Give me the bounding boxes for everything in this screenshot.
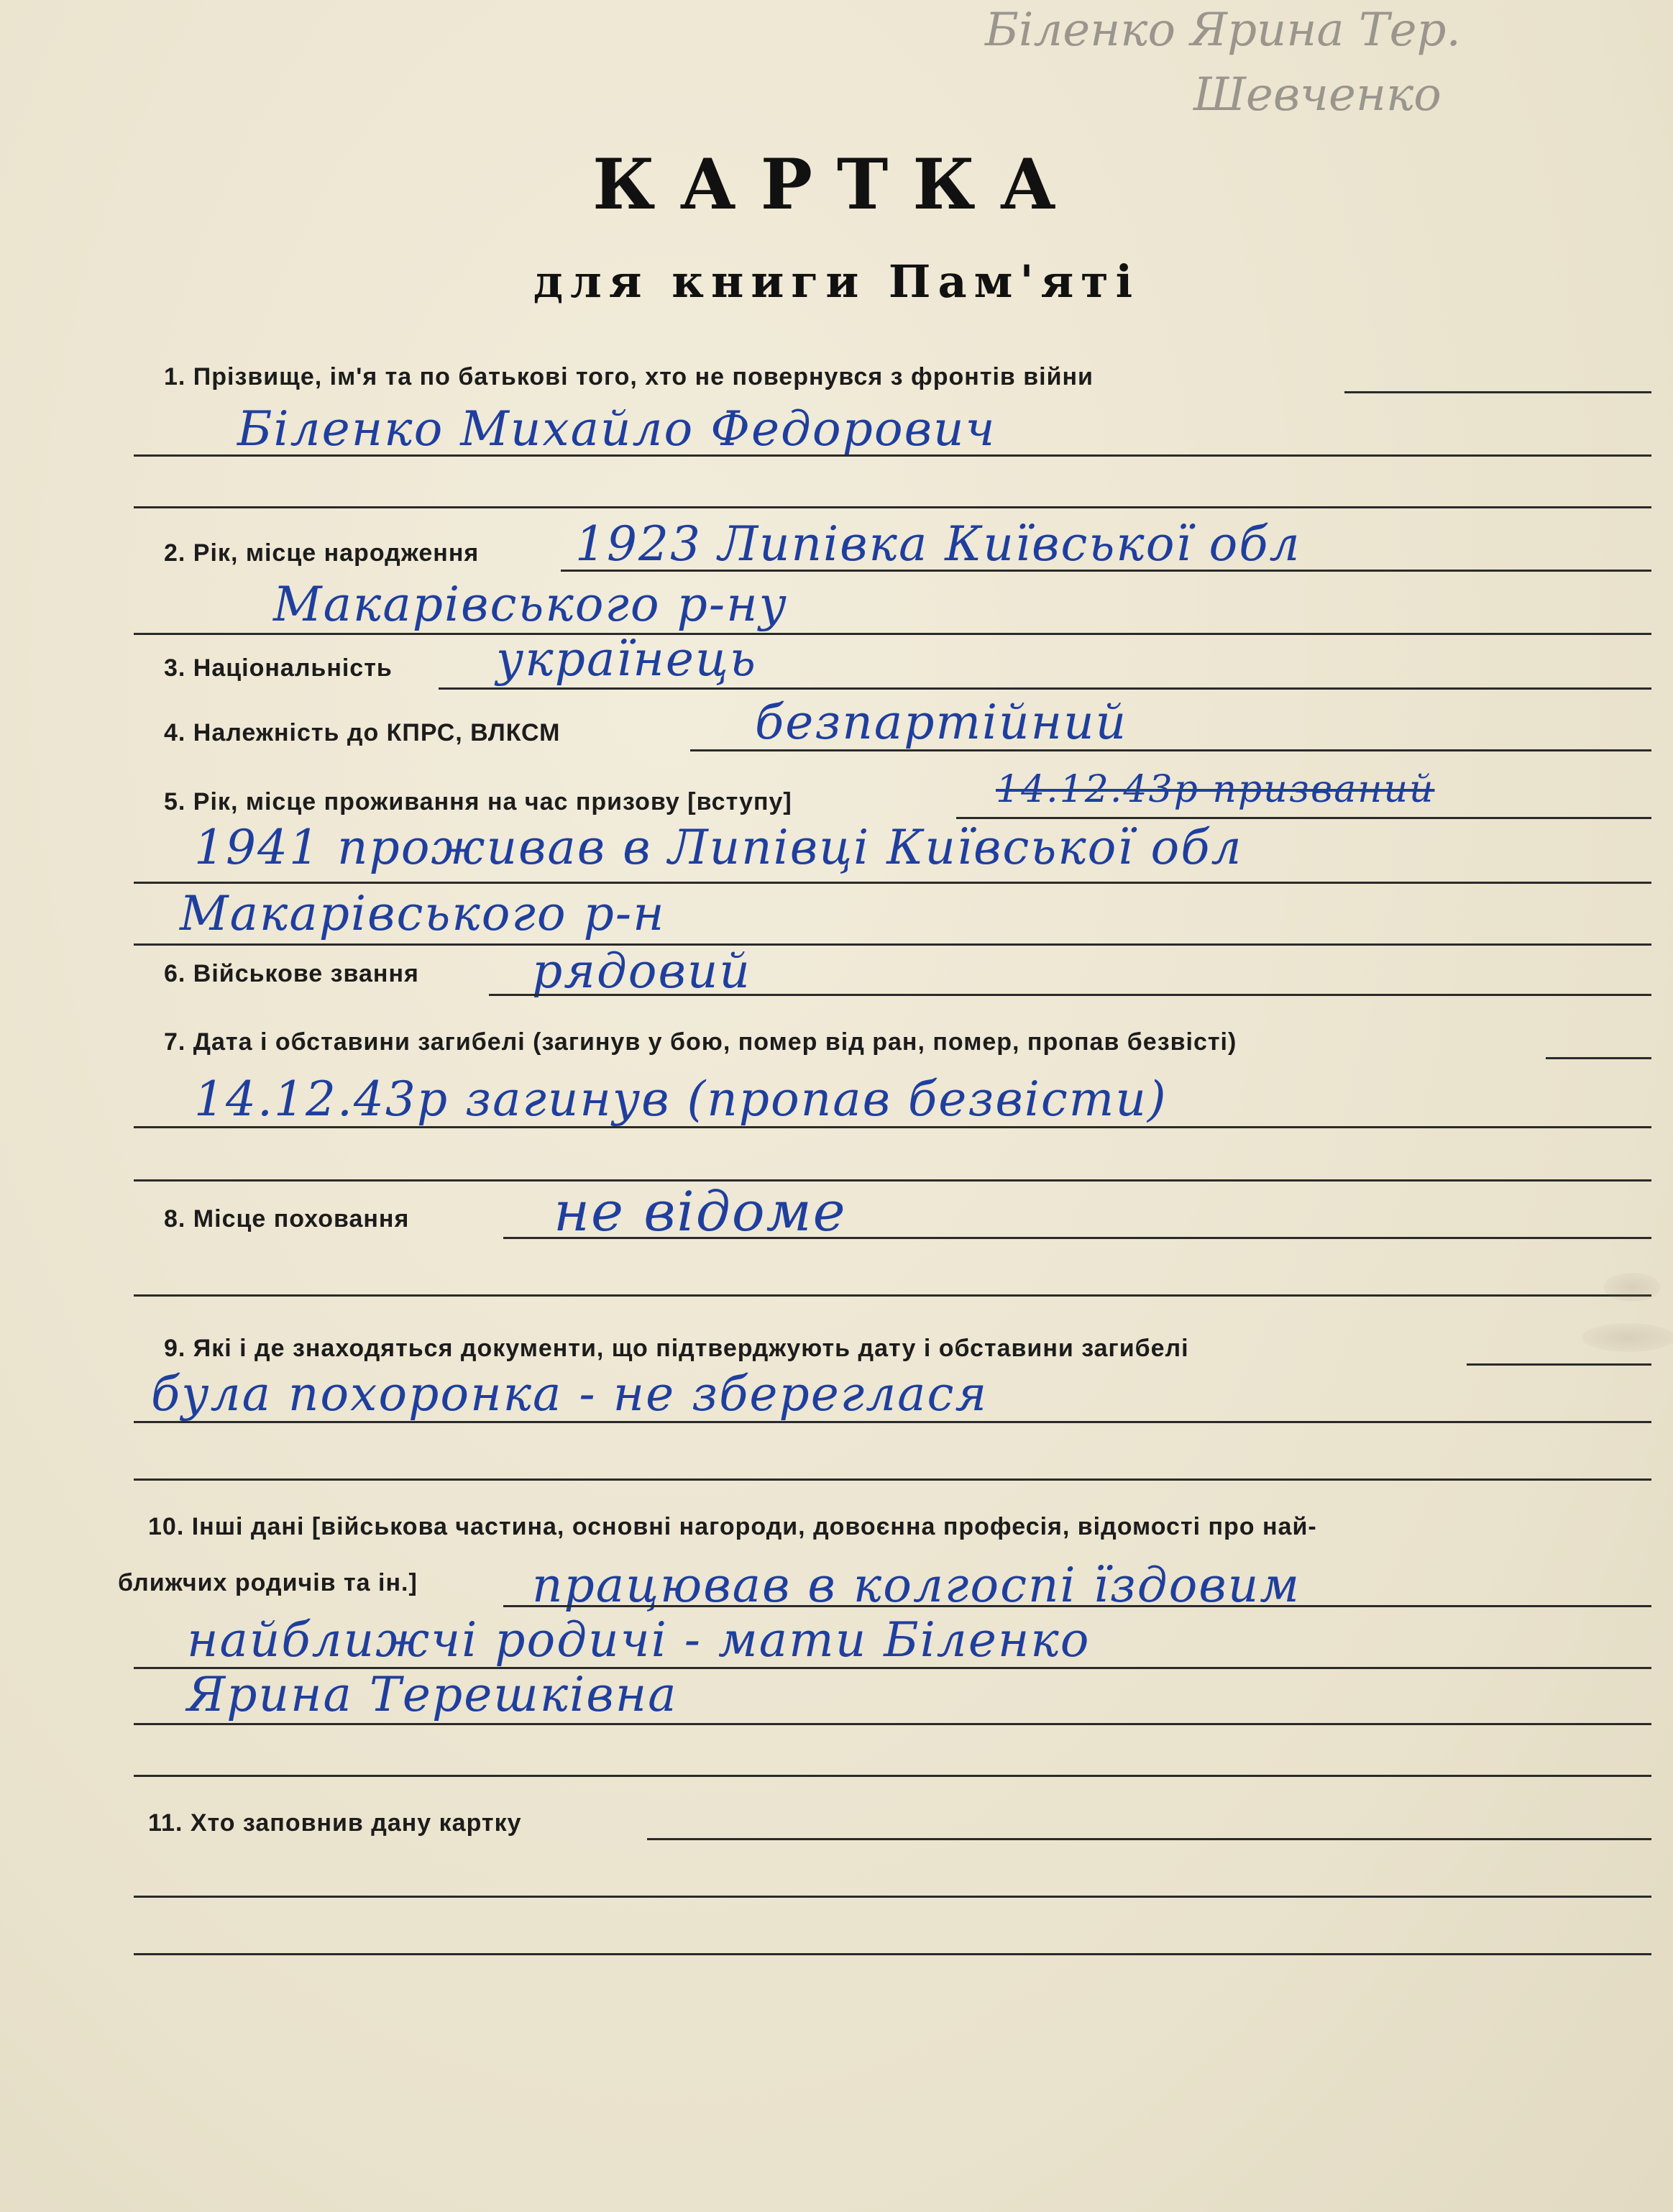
field-10-value-line2: найближчі родичі - мати Біленко — [187, 1612, 1091, 1668]
field-9-rule — [1467, 1363, 1651, 1366]
field-5-rule-2 — [134, 882, 1651, 884]
corner-note-line1: Біленко Ярина Тер. — [985, 4, 1461, 57]
field-9-value: була похоронка - не збереглася — [151, 1366, 989, 1422]
field-8-label: 8. Місце поховання — [164, 1205, 410, 1233]
field-2-label: 2. Рік, місце народження — [164, 539, 480, 567]
field-1-value: Біленко Михайло Федорович — [237, 401, 996, 457]
field-5-value-line1: 1941 проживав в Липівці Київської обл — [194, 820, 1243, 875]
field-11-label: 11. Хто заповнив дану картку — [148, 1809, 522, 1837]
card-subtitle: для книги Пам'яті — [533, 255, 1140, 308]
field-1-label: 1. Прізвище, ім'я та по батькові того, хто не повернувся з фронтів війни — [164, 363, 1094, 390]
field-10-label-line1: 10. Інші дані [військова частина, основні нагороди, довоєнна професія, відомості про най- — [148, 1513, 1317, 1540]
field-4-rule — [690, 749, 1651, 751]
corner-note-line2: Шевченко — [1193, 68, 1441, 122]
field-3-rule — [439, 687, 1651, 690]
field-10-rule — [503, 1605, 1651, 1607]
field-2-value-line1: 1923 Липівка Київської обл — [575, 516, 1301, 572]
field-7-value: 14.12.43р загинув (пропав безвісти) — [194, 1071, 1168, 1127]
paper-blot — [1582, 1323, 1673, 1352]
field-5-rule — [956, 817, 1651, 819]
field-10-value-line1: працював в колгоспі їздовим — [532, 1558, 1301, 1613]
field-8-value: не відоме — [554, 1179, 847, 1243]
field-4-value: безпартійний — [755, 695, 1128, 750]
field-5-value-line2: Макарівського р-н — [180, 886, 666, 941]
field-7-rule — [1546, 1057, 1651, 1059]
paper-blot — [1603, 1273, 1661, 1302]
field-10-value-line3: Ярина Терешківна — [187, 1667, 678, 1722]
field-6-value: рядовий — [532, 943, 751, 999]
field-1-rule-2 — [134, 454, 1651, 457]
field-3-label: 3. Національність — [164, 654, 393, 682]
field-10-rule-3 — [134, 1723, 1651, 1725]
field-10-label-line2: ближчих родичів та ін.] — [118, 1569, 418, 1596]
field-6-label: 6. Військове звання — [164, 960, 419, 987]
field-3-value: українець — [496, 631, 757, 687]
field-5-label: 5. Рік, місце проживання на час призову [вступу] — [164, 788, 792, 815]
field-10-rule-4 — [134, 1775, 1651, 1777]
field-5-rule-3 — [134, 943, 1651, 946]
field-4-label: 4. Належність до КПРС, ВЛКСМ — [164, 719, 561, 746]
field-1-rule-3 — [134, 506, 1651, 508]
field-8-rule-2 — [134, 1294, 1651, 1297]
field-7-label: 7. Дата і обставини загибелі (загинув у бою, помер від ран, помер, пропав безвісті) — [164, 1028, 1237, 1056]
field-1-rule — [1344, 391, 1651, 393]
field-9-label: 9. Які і де знаходяться документи, що підтверджують дату і обставини загибелі — [164, 1335, 1189, 1362]
field-9-rule-3 — [134, 1479, 1651, 1481]
field-2-value-line2: Макарівського р-ну — [273, 577, 788, 632]
field-7-rule-3 — [134, 1179, 1651, 1182]
field-7-rule-2 — [134, 1126, 1651, 1128]
field-2-rule-2 — [134, 633, 1651, 635]
field-11-rule-2 — [134, 1896, 1651, 1898]
field-5-struck-value: 14.12.43р призваний — [996, 768, 1435, 811]
field-11-rule — [647, 1838, 1651, 1840]
field-6-rule — [489, 994, 1651, 996]
field-8-rule — [503, 1237, 1651, 1239]
field-9-rule-2 — [134, 1421, 1651, 1423]
field-11-rule-3 — [134, 1953, 1651, 1955]
card-title: КАРТКА — [592, 144, 1081, 225]
